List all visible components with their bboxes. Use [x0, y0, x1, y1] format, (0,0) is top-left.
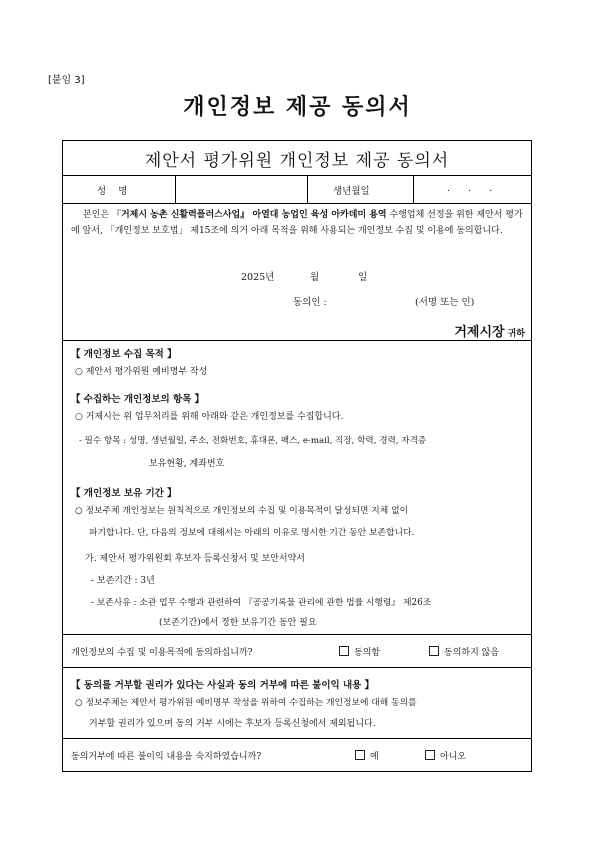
retention-reason: - 보존사유 : 소관 업무 수행과 관련하여 『공공기록물 관리에 관한 법률 시행령』 제26조 [91, 598, 432, 608]
sign-label: (서명 또는 인) [415, 297, 475, 308]
consent-yes-label: 동의함 [354, 648, 381, 658]
refusal-no-option[interactable] [425, 749, 466, 762]
refusal-line: 거부할 권리가 있으며 동의 거부 시에는 후보자 등록신청에서 제외됩니다. [89, 719, 376, 729]
date-year: 2025년 [241, 272, 275, 283]
divider [63, 738, 531, 739]
items-line: ○ 거제시는 위 업무처리를 위해 아래와 같은 개인정보를 수집합니다. [75, 412, 344, 422]
consent-no-option[interactable] [429, 645, 499, 658]
items-heading: 【 수집하는 개인정보의 항목 】 [71, 394, 205, 405]
date-month: 월 [310, 272, 320, 283]
intro-paragraph [71, 207, 525, 239]
divider [63, 634, 531, 635]
addressee-suffix: 귀하 [507, 329, 525, 339]
consenter-label: 동의인 : [293, 297, 327, 308]
divider [63, 340, 531, 341]
retention-heading: 【 개인정보 보유 기간 】 [71, 488, 177, 499]
divider [63, 667, 531, 668]
refusal-question: 동의거부에 따른 불이익 내용을 숙지하였습니까? [71, 752, 262, 762]
consent-yes-option[interactable] [339, 645, 380, 658]
refusal-heading: 【 동의를 거부할 권리가 있다는 사실과 동의 거부에 따른 불이익 내용 】 [71, 680, 375, 691]
retention-sub: 가. 제안서 평가위원회 후보자 등록신청서 및 보안서약서 [85, 554, 305, 564]
intro-prefix: 본인은 『 [83, 210, 121, 220]
checkbox[interactable] [425, 750, 435, 760]
refusal-yes-option[interactable] [355, 749, 379, 762]
items-required-cont: 보유현황, 계좌번호 [149, 459, 225, 469]
consenter-field[interactable] [359, 291, 407, 307]
consent-form [62, 140, 532, 772]
divider [413, 175, 414, 203]
checkbox[interactable] [355, 750, 365, 760]
checkbox[interactable] [429, 646, 439, 656]
name-field[interactable] [181, 179, 301, 199]
attachment-label: [붙임 3] [48, 75, 85, 86]
birth-label: 생년월일 [333, 186, 370, 197]
divider [63, 175, 531, 176]
retention-reason-cont: (보존기간)에서 정한 보유기간 동안 필요 [159, 618, 317, 628]
name-label: 성 명 [97, 186, 128, 197]
refusal-yes-label: 예 [370, 752, 379, 762]
refusal-line: ○ 정보주체는 제안서 평가위원 예비명부 작성을 위하여 수집하는 개인정보에 대해 동의를 [75, 698, 417, 708]
divider [175, 175, 176, 203]
divider [63, 203, 531, 204]
purpose-item: ○ 제안서 평가위원 예비명부 작성 [75, 367, 208, 377]
addressee-name: 거제시장 [454, 325, 505, 340]
retention-line: ○ 정보주체 개인정보는 원칙적으로 개인정보의 수집 및 이용목적이 달성되면 지체 없이 [75, 506, 409, 516]
intro-rest: 수행업체 선정을 위한 제안서 평가에 앞서, 「개인정보 보호법」 제15조에 의거 아래 목적을 위해 사용되는 개인정보 수집 및 이용에 동의합니다. [71, 210, 523, 236]
document-title: 개인정보 제공 동의서 [183, 95, 412, 120]
refusal-no-label: 아니오 [440, 752, 467, 762]
items-required: - 필수 항목 : 성명, 생년월일, 주소, 전화번호, 휴대폰, 팩스, e-mail, 직장, 학력, 경력, 자격증 [79, 436, 427, 446]
form-title: 제안서 평가위원 개인정보 제공 동의서 [144, 151, 450, 171]
divider [307, 175, 308, 203]
retention-line: 파기합니다. 단, 다음의 정보에 대해서는 아래의 이유로 명시한 기간 동안 보존합니다. [89, 528, 415, 538]
birth-field[interactable]: . . . [447, 183, 493, 194]
addressee [454, 321, 525, 340]
purpose-heading: 【 개인정보 수집 목적 】 [71, 349, 177, 360]
checkbox[interactable] [339, 646, 349, 656]
intro-project: 거제시 농촌 신활력플러스사업』 아열대 농업인 육성 아카데미 용역 [120, 210, 387, 220]
retention-period: - 보존기간 : 3년 [91, 576, 155, 586]
consent-no-label: 동의하지 않음 [444, 648, 500, 658]
date-day: 일 [358, 272, 368, 283]
consent-question: 개인정보의 수집 및 이용목적에 동의하십니까? [71, 648, 253, 658]
